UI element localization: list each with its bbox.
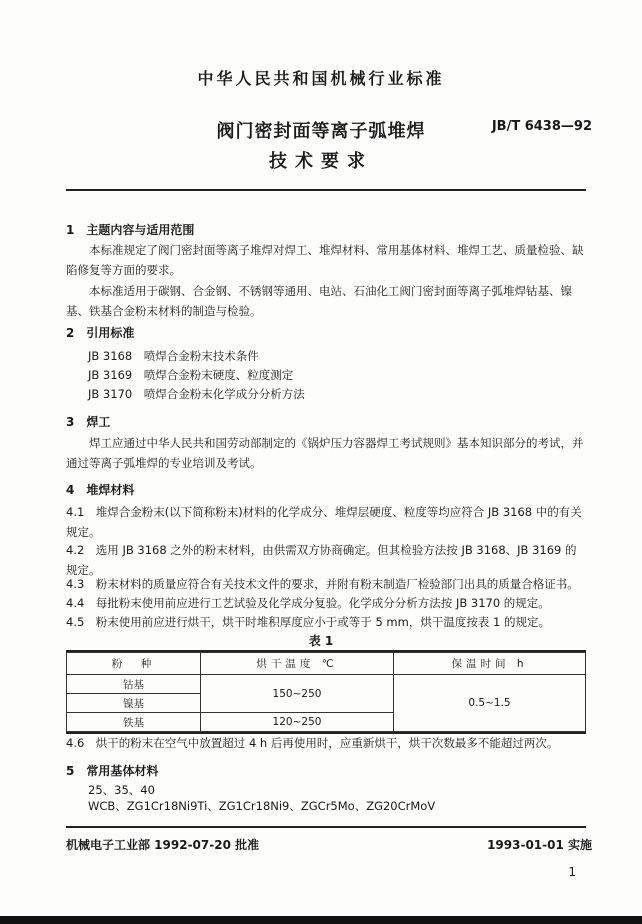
clause-4-5: 4.5 粉末使用前应进行烘干，烘干时堆积厚度应小于或等于 5 mm，烘干温度按表 1 的规定。 [66, 615, 550, 629]
table-cell-kind: 镍基 [67, 694, 201, 713]
table-header-cell: 粉 种 [67, 653, 201, 675]
base-material-line: WCB、ZG1Cr18Ni9Ti、ZG1Cr18Ni9、ZGCr5Mo、ZG20CrMoV [88, 799, 436, 813]
standard-number: JB/T 6438—92 [491, 119, 592, 134]
base-material-line: 25、35、40 [88, 783, 155, 797]
clause-4-2: 4.2 选用 JB 3168 之外的粉末材料，由供需双方协商确定。但其检验方法按 JB 3168、JB 3169 的规定。 [66, 543, 577, 577]
section-4-heading: 4 堆焊材料 [66, 483, 135, 497]
clause-4-6: 4.6 烘干的粉末在空气中放置超过 4 h 后再使用时，应重新烘干，烘干次数最多不能超过两次。 [66, 736, 559, 750]
section-2-heading: 2 引用标准 [66, 326, 135, 340]
header-divider [66, 189, 586, 191]
reference-item: JB 3170 喷焊合金粉末化学成分分析方法 [88, 387, 305, 401]
clause-4-4: 4.4 每批粉末使用前应进行工艺试验及化学成分复验。化学成分分析方法按 JB 3170 的规定。 [66, 596, 550, 610]
document-title-line1: 阀门密封面等离子弧堆焊 [216, 121, 426, 142]
clause-4-3: 4.3 粉末材料的质量应符合有关技术文件的要求，并附有粉末制造厂检验部门出具的质量合格证书。 [66, 577, 579, 591]
footer-divider [66, 826, 586, 828]
section-1-paragraph-1: 本标准规定了阀门密封面等离子堆焊对焊工、堆焊材料、常用基体材料、堆焊工艺、质量检验、缺陷修复等方面的要求。 [66, 243, 584, 277]
section-3-heading: 3 焊工 [66, 415, 111, 429]
effective-date: 1993-01-01 实施 [487, 838, 592, 852]
reference-item: JB 3168 喷焊合金粉末技术条件 [88, 349, 259, 363]
drying-table [66, 650, 586, 734]
scan-edge [0, 916, 642, 924]
table-header-cell: 烘干温度 ℃ [201, 653, 394, 675]
table-cell-time: 0.5~1.5 [394, 675, 586, 732]
table-title: 表 1 [308, 634, 334, 648]
table-row [67, 675, 586, 694]
section-5-heading: 5 常用基体材料 [66, 764, 159, 778]
table-cell-kind: 铁基 [67, 713, 201, 732]
clause-4-1: 4.1 堆焊合金粉末(以下简称粉末)材料的化学成分、堆焊层硬度、粒度等均应符合 JB 3168 中的有关规定。 [66, 505, 582, 539]
approval-line: 机械电子工业部 1992-07-20 批准 [66, 838, 260, 852]
table-header-row [67, 653, 586, 675]
section-3-paragraph: 焊工应通过中华人民共和国劳动部制定的《锅炉压力容器焊工考试规则》基本知识部分的考试，并通过等离子弧堆焊的专业培训及考试。 [66, 436, 584, 470]
table-cell-temp: 120~250 [201, 713, 394, 732]
table-cell-kind: 钴基 [67, 675, 201, 694]
standard-organization: 中华人民共和国机械行业标准 [197, 69, 445, 88]
page-number: 1 [568, 865, 576, 879]
table-header-cell: 保温时间 h [394, 653, 586, 675]
document-title-line2: 技术要求 [269, 151, 373, 172]
section-1-heading: 1 主题内容与适用范围 [66, 223, 195, 237]
table-cell-temp: 150~250 [201, 675, 394, 713]
reference-item: JB 3169 喷焊合金粉末硬度、粒度测定 [88, 368, 294, 382]
section-1-paragraph-2: 本标准适用于碳钢、合金钢、不锈钢等通用、电站、石油化工阀门密封面等离子弧堆焊钴基、镍基、铁基合金粉末材料的制造与检验。 [66, 284, 572, 318]
